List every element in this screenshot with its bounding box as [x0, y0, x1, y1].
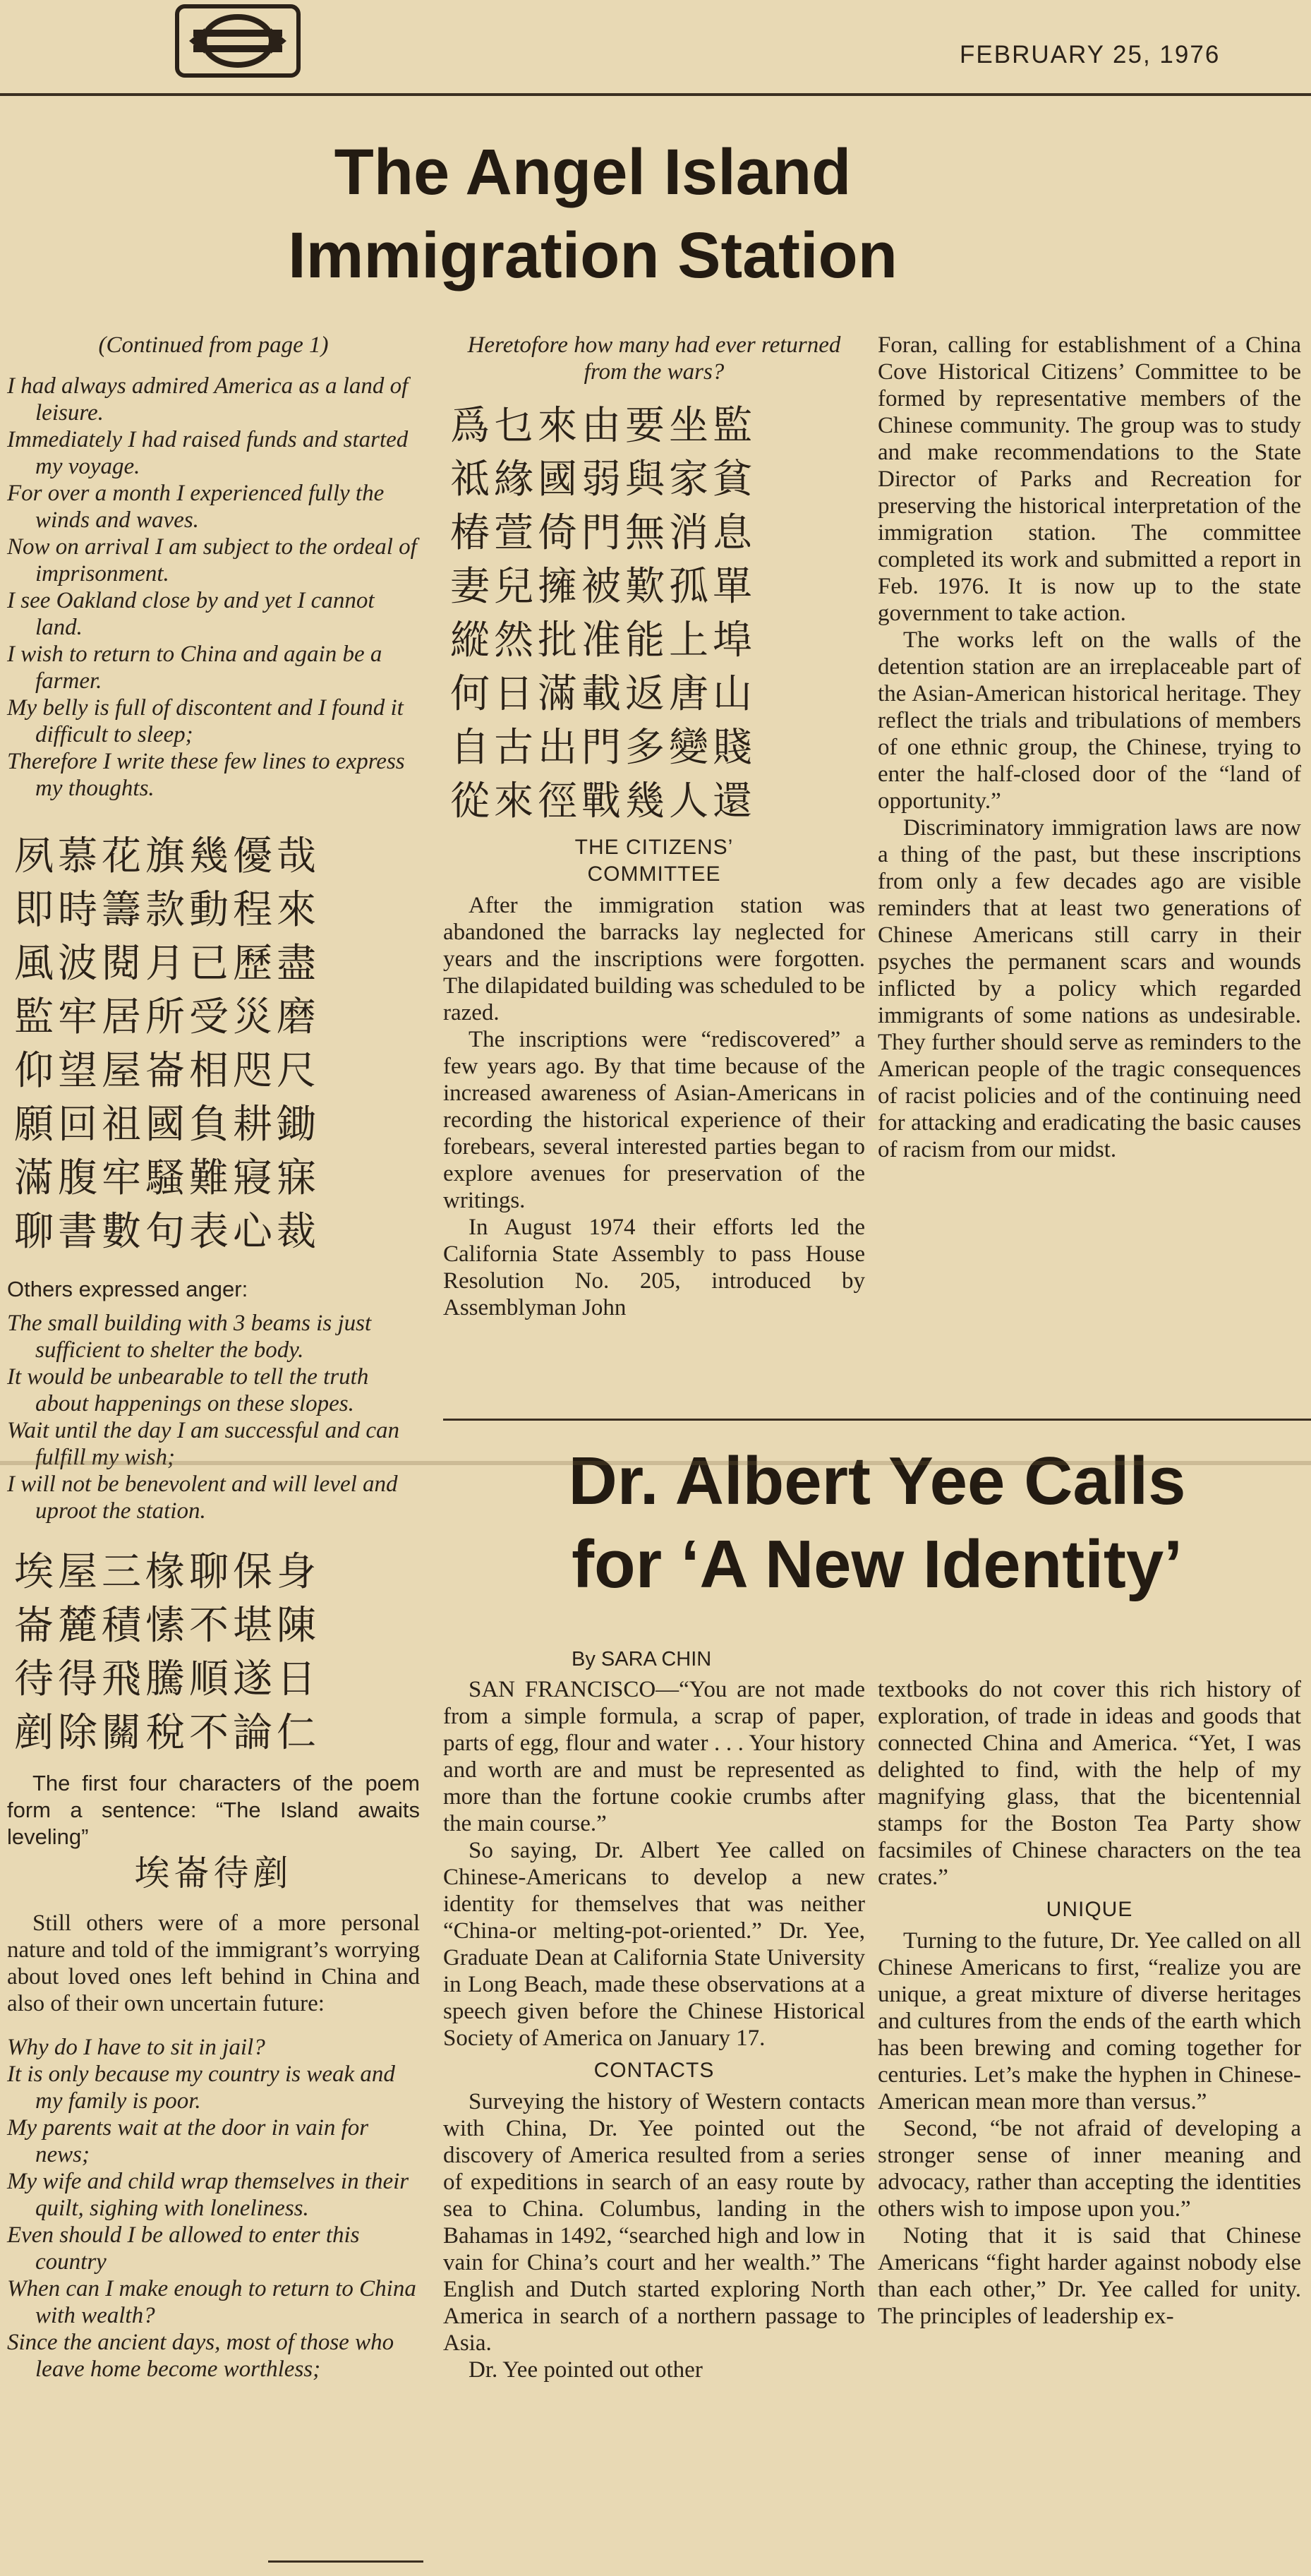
chinese-poem-line: 爲乜來由要坐監 [450, 403, 756, 449]
committee-heading: THE CITIZENS’ COMMITTEE [574, 836, 734, 886]
article-paragraph: The works left on the walls of the detention station are an irreplaceable part of the Asian-American historical heritage. They reflect the trials and tribulations of members of one ethnic group, the Chinese, trying to enter the half-closed door of the “land of opportunity.” [878, 627, 1301, 814]
chinese-poem-line: 祗緣國弱與家貧 [450, 457, 756, 502]
chinese-poem-line: 縱然批准能上埠 [450, 618, 756, 663]
first-four-text: The first four characters of the poem form a sentence: “The Island awaits leveling” [7, 1771, 420, 1849]
poem-line: Wait until the day I am successful and can fulfill my wish; [7, 1418, 400, 1470]
masthead-rule [0, 93, 1311, 96]
article-paragraph: After the immigration station was abandoned the barracks lay neglected for years and the inscriptions were forgotten. The dilapidated building was scheduled to be razed. [443, 893, 865, 1025]
article-paragraph: In August 1974 their efforts led the California State Assembly to pass House Resolution No. 205, introduced by Assemblyman John [443, 1215, 865, 1320]
others-anger-text: Others expressed anger: [7, 1277, 248, 1301]
chinese-poem-line: 監牢居所受災磨 [14, 994, 320, 1040]
poem-line: My parents wait at the door in vain for news; [7, 2115, 369, 2167]
chinese-poem-line: 夙慕花旗幾優哉 [14, 833, 320, 879]
headline-line-1: Dr. Albert Yee Calls [568, 1443, 1186, 1519]
article-paragraph: Turning to the future, Dr. Yee called on all Chinese Americans to first, “realize you are unique, a great mixture of diverse heritages and cultures from the ends of the earth which has been brewing and coming together for centuries. Let’s make the hyphen in Chinese-American mean more than versus.” [878, 1928, 1301, 2114]
poem-line: I wish to return to China and again be a farmer. [7, 642, 382, 694]
continued-note: (Continued from page 1) [98, 332, 329, 358]
still-others-text: Still others were of a more personal nature and told of the immigrant’s worrying about loved ones left behind in China and also of their own uncertain future: [7, 1910, 420, 2016]
article-paragraph: Surveying the history of Western contacts with China, Dr. Yee pointed out the discovery of America resulted from a series of expeditions in search of an easy route by sea to China. Columbus, landing in the Bahamas in 1492, “searched high and low in vain for China’s court and her wealth.” The English and Dutch started exploring North America in search of a northern passage to Asia. [443, 2089, 865, 2356]
poem-line: It is only because my country is weak and my family is poor. [7, 2062, 395, 2114]
chinese-poem-line: 風波閱月已歷盡 [14, 941, 320, 987]
poem-line: Now on arrival I am subject to the ordeal of imprisonment. [7, 534, 417, 586]
poem-2-chinese [14, 1546, 420, 1760]
column-end-rule [268, 2560, 423, 2563]
poem-line: The small building with 3 beams is just sufficient to shelter the body. [7, 1311, 372, 1363]
poem-line: It would be unbearable to tell the truth about happenings on these slopes. [7, 1364, 369, 1416]
poem-line: I will not be benevolent and will level and uproot the station. [7, 1471, 398, 1524]
publication-logo [175, 4, 301, 78]
poem-line: Therefore I write these few lines to express my thoughts. [7, 749, 405, 801]
poem-3-chinese [450, 399, 865, 829]
article-paragraph: Second, “be not afraid of developing a stronger sense of inner meaning and advocacy, rather than accepting the identities others wish to impose upon you.” [878, 2116, 1301, 2222]
poem-line: Why do I have to sit in jail? [7, 2035, 265, 2060]
first-four-chinese: 埃崙待剷 [134, 1853, 293, 1894]
chinese-poem-line: 聊書數句表心裁 [14, 1209, 320, 1255]
poem-1-translation [7, 373, 420, 802]
chinese-poem-line: 剷除關稅不論仁 [14, 1710, 320, 1756]
headline-line-2: for ‘A New Identity’ [572, 1527, 1183, 1602]
chinese-poem-line: 願回祖國負耕鋤 [14, 1102, 320, 1148]
chinese-poem-line: 滿腹牢騷難寢寐 [14, 1155, 320, 1201]
chinese-poem-line: 自古出門多變賤 [450, 725, 756, 771]
chinese-poem-line: 即時籌款動程來 [14, 887, 320, 933]
poem-3-translation [7, 2034, 420, 2383]
poem-line: My belly is full of discontent and I found it difficult to sleep; [7, 695, 404, 747]
article-paragraph: Discriminatory immigration laws are now a thing of the past, but these inscriptions from only a few decades ago are visible reminders that at least two generations of Chinese Americans still carry in their psyches the permanent scars and wounds inflicted by a policy which regarded immigrants of some nations as undesirable. They further should serve as reminders to the American people of the tragic consequences of racist policies and of the continuing need for attacking and eradicating the basic causes of racism from our midst. [878, 815, 1301, 1162]
poem-line: Even should I be allowed to enter this country [7, 2222, 360, 2275]
article-paragraph: So saying, Dr. Albert Yee called on Chinese-Americans to develop a new identity for themselves that was neither “China-or melting-pot-oriented.” Dr. Yee, Graduate Dean at California State University in Long Beach, made these observations at a speech given before the Chinese Historical Society of America on January 17. [443, 1838, 865, 2051]
contacts-heading: CONTACTS [593, 2059, 715, 2082]
poem-line: I had always admired America as a land of leisure. [7, 373, 409, 426]
article-paragraph: The inscriptions were “rediscovered” a few years ago. By that time because of the increased awareness of Asian-Americans in recording the historical experience of their forebears, several interested parties began to explore avenues for preservation of the writings. [443, 1027, 865, 1213]
chinese-poem-line: 妻兒擁被歎孤單 [450, 564, 756, 610]
publication-logo-icon [179, 8, 296, 73]
poem-3-final-line: Heretofore how many had ever returned from the wars? [467, 332, 841, 385]
article1-column-2 [443, 332, 865, 1321]
article1-headline [233, 131, 953, 297]
chinese-poem-line: 崙麓積愫不堪陳 [14, 1603, 320, 1649]
article-paragraph: textbooks do not cover this rich history of exploration, of trade in ideas and goods that connected China and America. “Yet, I was delighted to find, with the help of my magnifying glass, that the bicentennial stamps for the Boston Tea Party show facsimiles of Chinese characters on the tea crates.” [878, 1677, 1301, 1890]
poem-1-chinese [14, 830, 420, 1259]
article-paragraph: Dr. Yee pointed out other [469, 2357, 703, 2383]
poem-line: For over a month I experienced fully the winds and waves. [7, 481, 385, 533]
article1-column-1 [7, 332, 420, 2383]
headline-line-1: The Angel Island [334, 136, 852, 208]
headline-line-2: Immigration Station [288, 219, 898, 291]
article-paragraph: SAN FRANCISCO—“You are not made from a simple formula, a scrap of paper, parts of egg, flour and water . . . Your history and worth are and must be represented as more than the fortune cookie crumbs after the main course.” [443, 1677, 865, 1836]
poem-line: My wife and child wrap themselves in their quilt, sighing with loneliness. [7, 2169, 409, 2221]
chinese-poem-line: 椿萱倚門無消息 [450, 510, 756, 556]
chinese-poem-line: 從來徑戰幾人還 [450, 778, 756, 824]
chinese-poem-line: 埃屋三椽聊保身 [14, 1549, 320, 1595]
article-paragraph: Noting that it is said that Chinese Americans “fight harder against nobody else than each other,” Dr. Yee called for unity. The principles of leadership ex- [878, 2223, 1301, 2329]
issue-date: FEBRUARY 25, 1976 [960, 41, 1221, 68]
poem-line: I see Oakland close by and yet I cannot land. [7, 588, 375, 640]
unique-heading: UNIQUE [1046, 1898, 1133, 1921]
article-paragraph: Foran, calling for establishment of a China Cove Historical Citizens’ Committee to be formed by representative members of the Chinese community. The group was to study and make recommendations to the State Director of Parks and Recreation for preserving the historical interpretation of the immigration station. The committee completed its work and submitted a report in Feb. 1976. It is now up to the state government to take action. [878, 332, 1301, 626]
article1-column-3 [878, 332, 1301, 1163]
chinese-poem-line: 何日滿載返唐山 [450, 671, 756, 717]
chinese-poem-line: 待得飛騰順遂日 [14, 1656, 320, 1702]
paper-fold-crease [0, 1461, 1311, 1465]
chinese-poem-line: 仰望屋崙相咫尺 [14, 1048, 320, 1094]
poem-line: Since the ancient days, most of those who leave home become worthless; [7, 2330, 394, 2382]
poem-line: Immediately I had raised funds and started my voyage. [7, 427, 409, 479]
article-separator [443, 1419, 1311, 1421]
poem-line: When can I make enough to return to China with wealth? [7, 2276, 416, 2328]
byline: By SARA CHIN [572, 1648, 712, 1671]
article2-column-1 [443, 1676, 865, 2383]
article2-column-2 [878, 1676, 1301, 2330]
poem-2-translation [7, 1310, 420, 1524]
